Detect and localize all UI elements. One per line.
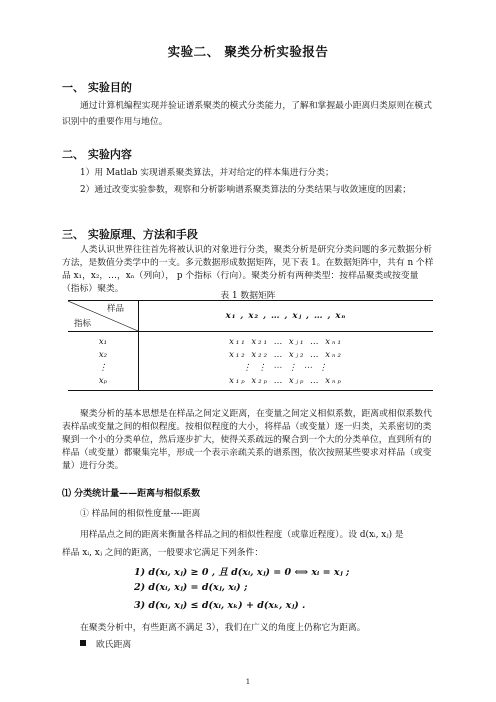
subsection-heading-statistics: ⑴ 分类统计量——距离与相似系数 bbox=[62, 489, 201, 499]
distance-paragraph-line-2: 样品 xᵢ, xⱼ 之间的距离，一般要求它满足下列条件： bbox=[62, 548, 264, 558]
condition-2: 2) d(xᵢ, xⱼ) = d(xⱼ, xᵢ) ; bbox=[134, 582, 248, 593]
table-row: x₁ₚ x₂ₚ … xⱼₚ … xₙₚ bbox=[229, 375, 343, 386]
table-row: x₁₂ x₂₂ … xⱼ₂ … xₙ₂ bbox=[229, 349, 343, 360]
basic-idea-paragraph: 聚类分析的基本思想是在样品之间定义距离，在变量之间定义相似系数，距离或相似系数代表样品或变量之间的相似程度。按相似程度的大小，将样品（或变量）逐一归类，关系密切的类聚到一个小的分类单位，然后逐步扩大，使得关系疏远的聚合到一个大的分类单位，直到所有的样品（或变量）都聚集完毕，形成一个表示亲疏关系的谱系图，依次按照某些要求对样品（或变量）进行分类。 bbox=[62, 409, 432, 471]
row-label: ⋮ bbox=[68, 361, 139, 374]
corner-label-samples: 样品 bbox=[106, 304, 124, 314]
section-heading-principle: 三、 实验原理、方法和手段 bbox=[62, 228, 198, 241]
content-item-2: 2）通过改变实验参数，观察和分析影响谱系聚类算法的分类结果与收敛速度的因素； bbox=[80, 185, 412, 195]
table-header-row: x₁ , x₂ , … , xⱼ , … , xₙ bbox=[225, 311, 347, 321]
bullet-label: 欧氏距离 bbox=[96, 640, 132, 650]
condition-1: 1) d(xᵢ, xⱼ) ≥ 0 , 且 d(xᵢ, xⱼ) = 0 ⟺ xᵢ = xⱼ ; bbox=[134, 567, 350, 578]
section-heading-content: 二、 实验内容 bbox=[62, 148, 132, 161]
document-title: 实验二、 聚类分析实验报告 bbox=[167, 44, 329, 59]
table-row: x₁₁ x₂₁ … xⱼ₁ … xₙ₁ bbox=[229, 336, 343, 347]
table-corner-cell bbox=[68, 301, 138, 331]
condition-3: 3) d(xᵢ, xⱼ) ≤ d(xᵢ, xₖ) + d(xₖ, xⱼ) . bbox=[134, 600, 306, 611]
page-number: 1 bbox=[245, 678, 251, 686]
corner-label-indicators: 指标 bbox=[74, 319, 92, 329]
content-item-1: 1）用 Matlab 实现谱系聚类算法，并对给定的样本集进行分类； bbox=[80, 168, 334, 178]
row-label: xₚ bbox=[68, 374, 139, 391]
subsection-heading-distance: ① 样品间的相似性度量----距离 bbox=[80, 509, 201, 519]
purpose-paragraph: 通过计算机编程实现并验证谱系聚类的模式分类能力，了解和掌握最小距离归类原则在模式识别中的重要作用与地位。 bbox=[62, 101, 432, 127]
principle-paragraph: 人类认识世界往往首先将被认识的对象进行分类，聚类分析是研究分类问题的多元数据分析方法，是数值分类学中的一支。多元数据形成数据矩阵，见下表 1。在数据矩阵中，共有 n 个样品 x₁，x₂，…，xₙ（列向）， p 个指标（行向）。聚类分析有两种类型：按样品聚类或按变量（指标）聚类。 bbox=[62, 245, 434, 294]
table-row: ⋮ ⋮ ⋯ ⋮ ⋯ ⋮ bbox=[242, 362, 330, 373]
data-matrix-table bbox=[68, 300, 433, 391]
table-caption: 表 1 数据矩阵 bbox=[220, 291, 276, 301]
after-conditions-paragraph: 在聚类分析中，有些距离不满足 3），我们在广义的角度上仍称它为距离。 bbox=[80, 623, 366, 633]
section-heading-purpose: 一、 实验目的 bbox=[62, 81, 132, 94]
row-label: x₁ bbox=[68, 332, 139, 349]
distance-paragraph-line-1: 用样品点之间的距离来衡量各样品之间的相似性程度（或靠近程度）。设 d(xᵢ, xⱼ) 是 bbox=[80, 530, 404, 540]
bullet-item-euclidean bbox=[80, 637, 131, 653]
row-label: x₂ bbox=[68, 348, 139, 361]
square-bullet-icon bbox=[80, 640, 86, 646]
